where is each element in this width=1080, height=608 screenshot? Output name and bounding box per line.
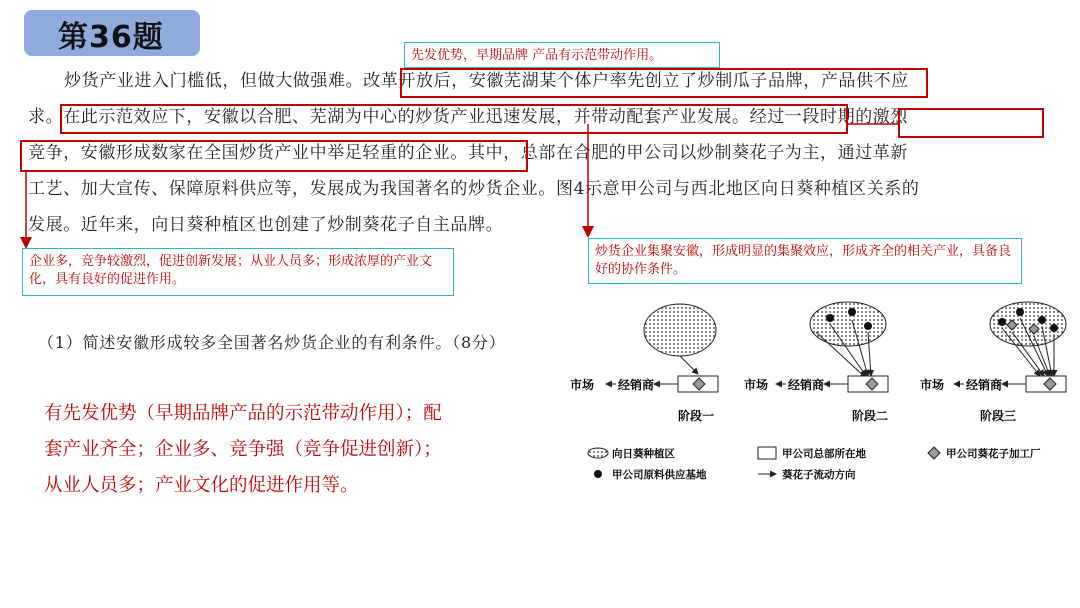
passage-line-3: 竞争，安徽形成数家在全国炒货产业中举足轻重的企业。其中，总部在合肥的甲公司以炒制葵花子为主，通过革新 bbox=[28, 143, 908, 163]
legend-factory-icon bbox=[928, 447, 940, 459]
legend-planting-label: 向日葵种植区 bbox=[612, 448, 675, 460]
supply-base-icon bbox=[1016, 308, 1024, 316]
callout-top: 先发优势，早期品牌 产品有示范带动作用。 bbox=[404, 42, 720, 68]
answer-block bbox=[44, 396, 504, 504]
answer-line-1: 有先发优势（早期品牌产品的示范带动作用）；配 bbox=[44, 403, 442, 424]
supply-base-icon bbox=[998, 318, 1006, 326]
planting-area-icon bbox=[644, 304, 716, 356]
question-text: （1）简述安徽形成较多全国著名炒货企业的有利条件。（8分） bbox=[38, 333, 506, 352]
passage-line-4: 工艺、加大宣传、保障原料供应等，发展成为我国著名的炒货企业。图4示意甲公司与西北地区向日葵种植区关系的 bbox=[28, 179, 920, 199]
supply-base-icon bbox=[864, 322, 872, 330]
legend-planting-icon bbox=[588, 448, 608, 458]
stage-2-label: 阶段二 bbox=[852, 409, 889, 423]
stage-1-dealer: 经销商 bbox=[618, 378, 655, 392]
callout-right: 炒货企业集聚安徽，形成明显的集聚效应，形成齐全的相关产业，具备良好的协作条件。 bbox=[588, 238, 1022, 284]
stage-3-label: 阶段三 bbox=[980, 409, 1017, 423]
supply-base-icon bbox=[826, 314, 834, 322]
legend-supply-icon bbox=[594, 470, 602, 478]
stage-3-market: 市场 bbox=[920, 378, 945, 392]
stage-1-label: 阶段一 bbox=[678, 409, 715, 423]
stage-2-dealer: 经销商 bbox=[788, 378, 825, 392]
answer-line-2: 套产业齐全；企业多、竞争强（竞争促进创新）； bbox=[44, 439, 442, 460]
stage-2-group bbox=[744, 302, 888, 423]
supply-base-icon bbox=[1050, 324, 1058, 332]
legend-factory-label: 甲公司葵花子加工厂 bbox=[946, 448, 1041, 460]
stage-diagram bbox=[540, 290, 1080, 490]
stage-1-market: 市场 bbox=[570, 378, 595, 392]
page-title: 第36题 bbox=[58, 20, 164, 55]
callout-left: 企业多，竞争较激烈，促进创新发展；从业人员多；形成浓厚的产业文化，具有良好的促进作用。 bbox=[22, 248, 454, 296]
supply-base-icon bbox=[1038, 316, 1046, 324]
stage-3-dealer: 经销商 bbox=[966, 378, 1003, 392]
legend-headquarters-label: 甲公司总部所在地 bbox=[782, 448, 866, 460]
passage-line-1: 炒货产业进入门槛低，但做大做强难。改革开放后，安徽芜湖某个体户率先创立了炒制瓜子品牌，产品供不应 bbox=[64, 71, 909, 91]
answer-line-3: 从业人员多；产业文化的促进作用等。 bbox=[44, 475, 359, 496]
passage-line-5: 发展。近年来，向日葵种植区也创建了炒制葵花子自主品牌。 bbox=[28, 215, 504, 235]
legend-headquarters-icon bbox=[758, 447, 776, 459]
planting-area-icon bbox=[810, 302, 886, 346]
legend-flow-label: 葵花子流动方向 bbox=[782, 469, 856, 481]
stage-1-group bbox=[570, 304, 718, 423]
stage-2-market: 市场 bbox=[744, 378, 769, 392]
supply-base-icon bbox=[848, 308, 856, 316]
stage-3-group bbox=[920, 302, 1066, 423]
passage-line-2: 求。在此示范效应下，安徽以合肥、芜湖为中心的炒货产业迅速发展，并带动配套产业发展。经过一段时期的激烈 bbox=[28, 107, 909, 127]
diagram-legend bbox=[588, 447, 1041, 481]
legend-supply-label: 甲公司原料供应基地 bbox=[612, 469, 707, 481]
